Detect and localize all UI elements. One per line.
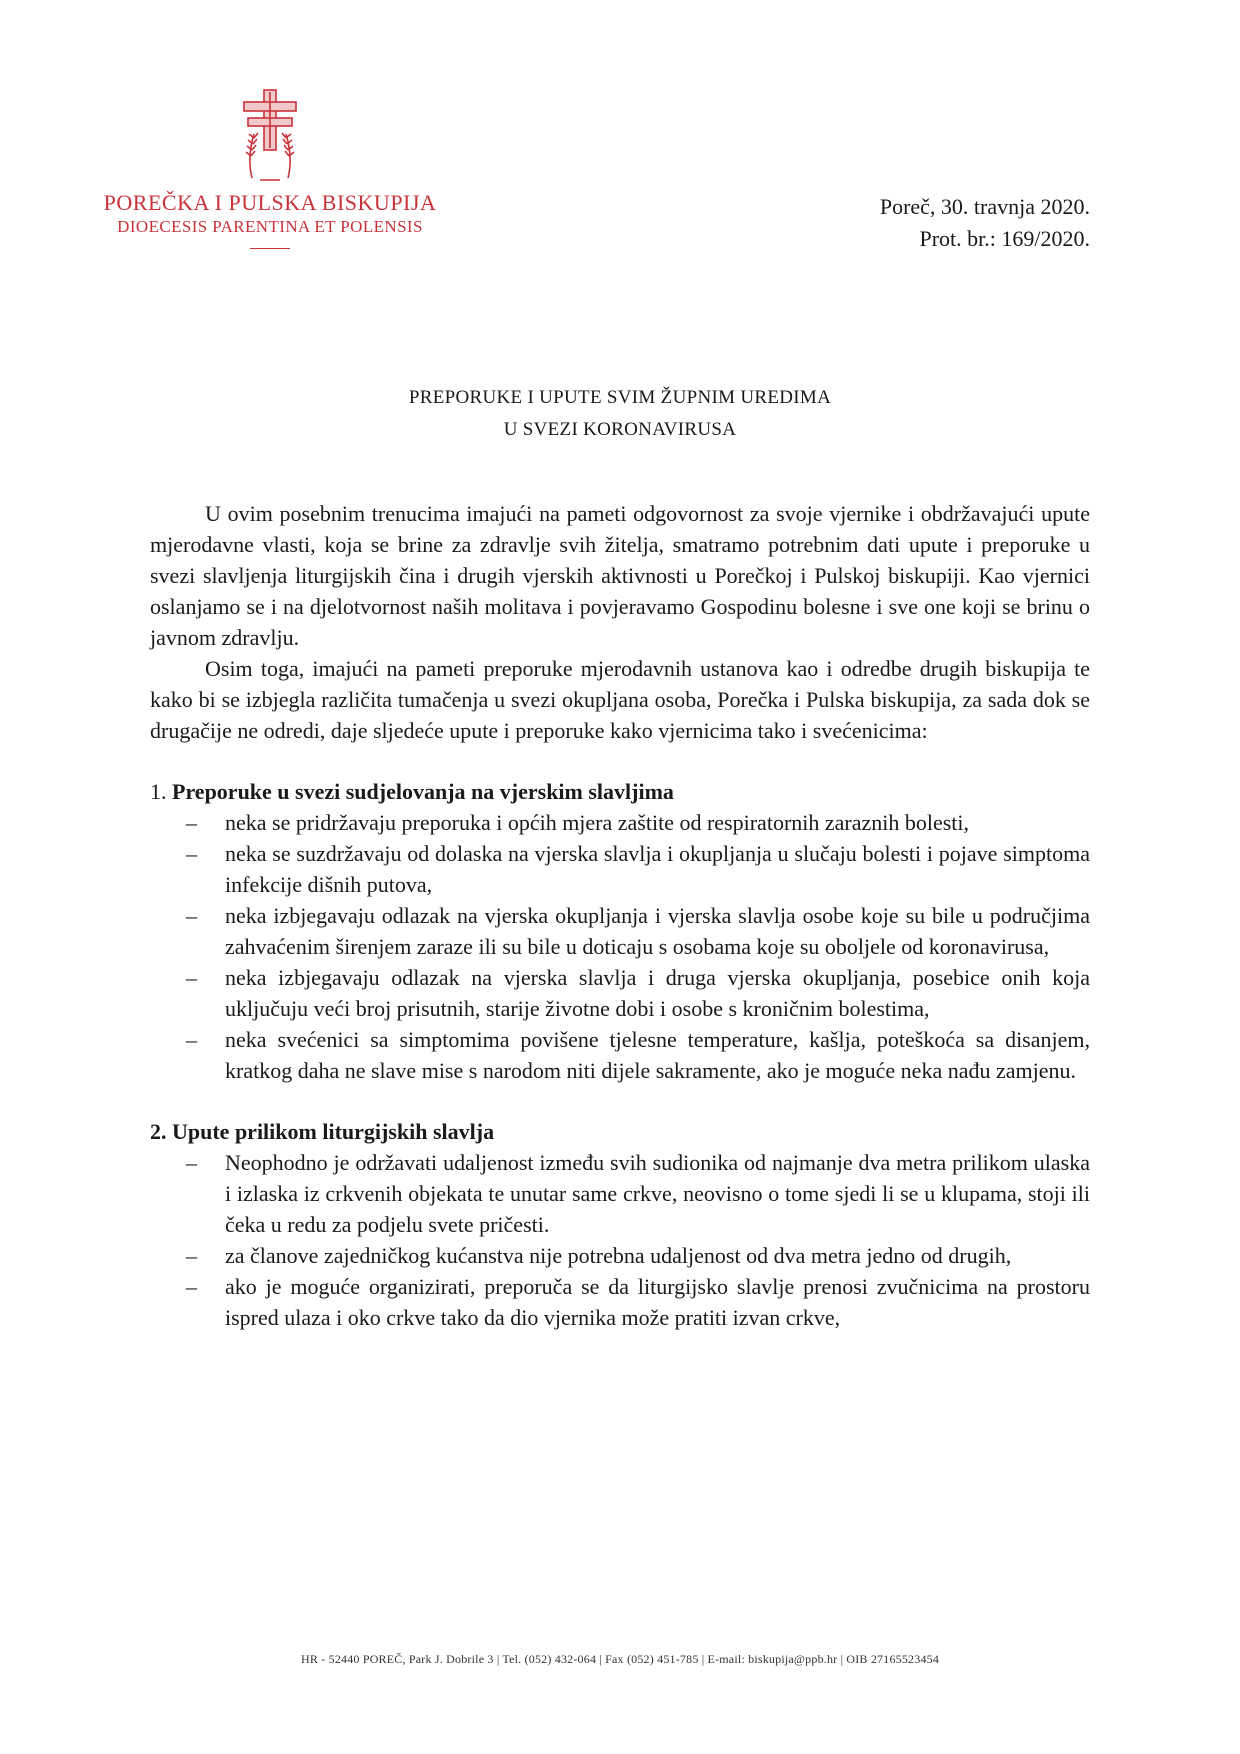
list-item: – neka izbjegavaju odlazak na vjerska slavlja i druga vjerska okupljanja, posebice onih koja uključuju veći broj prisutnih, starije životne dobi i osobe s kroničnim bolestima, <box>150 962 1090 1024</box>
dash-marker: – <box>186 1150 197 1175</box>
diocese-latin-name: DIOECESIS PARENTINA ET POLENSIS <box>117 217 423 236</box>
dash-marker: – <box>186 903 197 928</box>
date-block <box>880 191 1090 255</box>
footer-contact-line: HR - 52440 POREČ, Park J. Dobrile 3 | Tel. (052) 432-064 | Fax (052) 451-785 | E-mail: biskupija@ppb.hr | OIB 27165523454 <box>300 1652 940 1666</box>
list-item: – neka svećenici sa simptomima povišene tjelesne temperature, kašlja, poteškoća sa disanjem, kratkog daha ne slave mise s narodom niti dijele sakramente, ako je moguće neka nađu zamjenu. <box>150 1024 1090 1086</box>
section-2-heading <box>150 1116 1090 1147</box>
section-2-list <box>150 1147 1090 1333</box>
letterhead-divider <box>250 248 290 249</box>
title-line-1: PREPORUKE I UPUTE SVIM ŽUPNIM UREDIMA <box>408 387 832 408</box>
dash-marker: – <box>186 1243 197 1268</box>
dash-marker: – <box>186 841 197 866</box>
section-1-list <box>150 807 1090 1086</box>
list-item: – neka se suzdržavaju od dolaska na vjerska slavlja i okupljanja u slučaju bolesti i pojave simptoma infekcije dišnih putova, <box>150 838 1090 900</box>
intro-paragraph-2: Osim toga, imajući na pameti preporuke mjerodavnih ustanova kao i odredbe drugih biskupija te kako bi se izbjegla različita tumačenja u svezi okupljana osoba, Porečka i Pulska biskupija, za sada dok se drugačije ne odredi, daje sljedeće upute i preporuke kako vjernicima tako i svećenicima: <box>150 656 1090 743</box>
document-date: Poreč, 30. travnja 2020. <box>879 194 1090 219</box>
section-1-number: 1. <box>150 779 167 804</box>
document-body <box>150 498 1090 1333</box>
episcopal-cross-with-wheat-icon <box>238 88 302 184</box>
section-1-title: Preporuke u svezi sudjelovanja na vjerskim slavljima <box>172 779 674 804</box>
section-1-heading <box>150 776 1090 807</box>
intro-paragraph-1: U ovim posebnim trenucima imajući na pameti odgovornost za svoje vjernike i obdržavajući upute mjerodavne vlasti, koja se brine za zdravlje svih žitelja, smatramo potrebnim dati upute i preporuke u svezi slavljenja liturgijskih čina i drugih vjerskih aktivnosti u Porečkoj i Pulskoj biskupiji. Kao vjernici oslanjamo se i na djelotvornost naših molitava i povjeravamo Gospodinu bolesne i sve one koji se brinu o javnom zdravlju. <box>150 501 1090 650</box>
list-item: – neka izbjegavaju odlazak na vjerska okupljanja i vjerska slavlja osobe koje su bile u područjima zahvaćenim širenjem zaraze ili su bile u doticaju s osobama koje su oboljele od koronavirusa, <box>150 900 1090 962</box>
protocol-number: Prot. br.: 169/2020. <box>919 226 1090 251</box>
title-line-2: U SVEZI KORONAVIRUSA <box>503 419 737 440</box>
diocese-name: POREČKA I PULSKA BISKUPIJA <box>103 190 437 215</box>
list-item: – Neophodno je održavati udaljenost između svih sudionika od najmanje dva metra prilikom ulaska i izlaska iz crkvenih objekata te unutar same crkve, neovisno o tome sjedi li se u klupama, stoji ili čeka u redu za podjelu svete pričesti. <box>150 1147 1090 1240</box>
letterhead <box>80 88 460 249</box>
dash-marker: – <box>186 810 197 835</box>
section-2-title: Upute prilikom liturgijskih slavlja <box>172 1119 495 1144</box>
dash-marker: – <box>186 1027 197 1052</box>
document-title <box>150 382 1090 446</box>
dash-marker: – <box>186 1274 197 1299</box>
section-2-number: 2. <box>150 1119 167 1144</box>
list-item: – ako je moguće organizirati, preporuča se da liturgijsko slavlje prenosi zvučnicima na prostoru ispred ulaza i oko crkve tako da dio vjernika može pratiti izvan crkve, <box>150 1271 1090 1333</box>
list-item: – neka se pridržavaju preporuka i općih mjera zaštite od respiratornih zaraznih bolesti, <box>150 807 1090 838</box>
dash-marker: – <box>186 965 197 990</box>
list-item: – za članove zajedničkog kućanstva nije potrebna udaljenost od dva metra jedno od drugih, <box>150 1240 1090 1271</box>
